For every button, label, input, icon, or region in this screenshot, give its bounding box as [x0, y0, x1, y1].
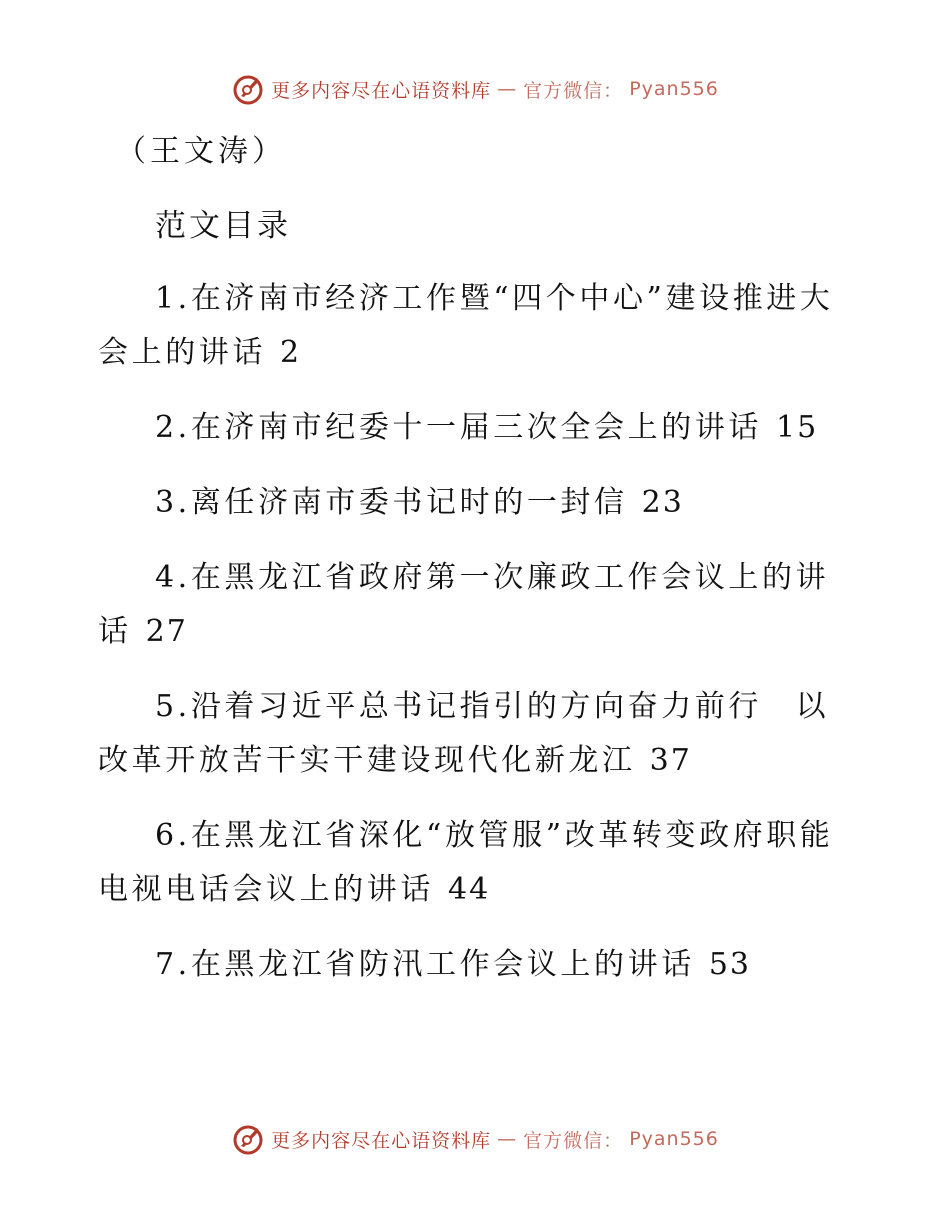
toc-item-text: 4.在黑龙江省政府第一次廉政工作会议上的讲话 [98, 560, 830, 649]
toc-item [98, 938, 840, 992]
toc-item [98, 809, 840, 917]
toc-item-text: 6.在黑龙江省深化“放管服”改革转变政府职能电视电话会议上的讲话 [98, 818, 834, 907]
toc-item-page: 37 [649, 743, 692, 778]
feather-pen-circle-icon [231, 1122, 265, 1156]
watermark-header [0, 72, 950, 106]
toc-item-page: 2 [280, 335, 302, 370]
toc-item-text: 3.离任济南市委书记时的一封信 [155, 485, 628, 520]
toc-item-page: 44 [448, 872, 491, 907]
watermark-text-tail: 官方微信： [523, 1129, 624, 1152]
watermark-text-main: 更多内容尽在心语资料库 [271, 79, 492, 102]
toc-item [98, 401, 840, 455]
toc-item [98, 680, 840, 788]
toc-item-page: 53 [708, 947, 752, 982]
watermark-text-tail: 官方微信： [523, 79, 624, 102]
watermark-footer [0, 1122, 950, 1156]
toc-item-text: 5.沿着习近平总书记指引的方向奋力前行 以改革开放苦干实干建设现代化新龙江 [98, 689, 830, 778]
toc-item-text: 1.在济南市经济工作暨“四个中心”建设推进大会上的讲话 [98, 281, 834, 370]
toc-item [98, 476, 840, 530]
watermark-separator: — [497, 1128, 518, 1150]
watermark-wechat-id: Pyan556 [629, 78, 719, 100]
toc-item-text: 2.在济南市纪委十一届三次全会上的讲话 [155, 410, 763, 445]
toc-list [98, 272, 840, 1013]
toc-item-text: 7.在黑龙江省防汛工作会议上的讲话 [155, 947, 695, 982]
feather-pen-circle-icon [231, 72, 265, 106]
watermark-separator: — [497, 78, 518, 100]
toc-title: 范文目录 [155, 208, 291, 244]
toc-item [98, 272, 840, 380]
watermark-wechat-id: Pyan556 [629, 1128, 719, 1150]
toc-item-page: 23 [641, 485, 684, 520]
watermark-text-main: 更多内容尽在心语资料库 [271, 1129, 492, 1152]
toc-item-page: 15 [776, 410, 819, 445]
author-line: （王文涛） [116, 134, 286, 169]
toc-item-page: 27 [145, 614, 188, 649]
toc-item [98, 551, 840, 659]
